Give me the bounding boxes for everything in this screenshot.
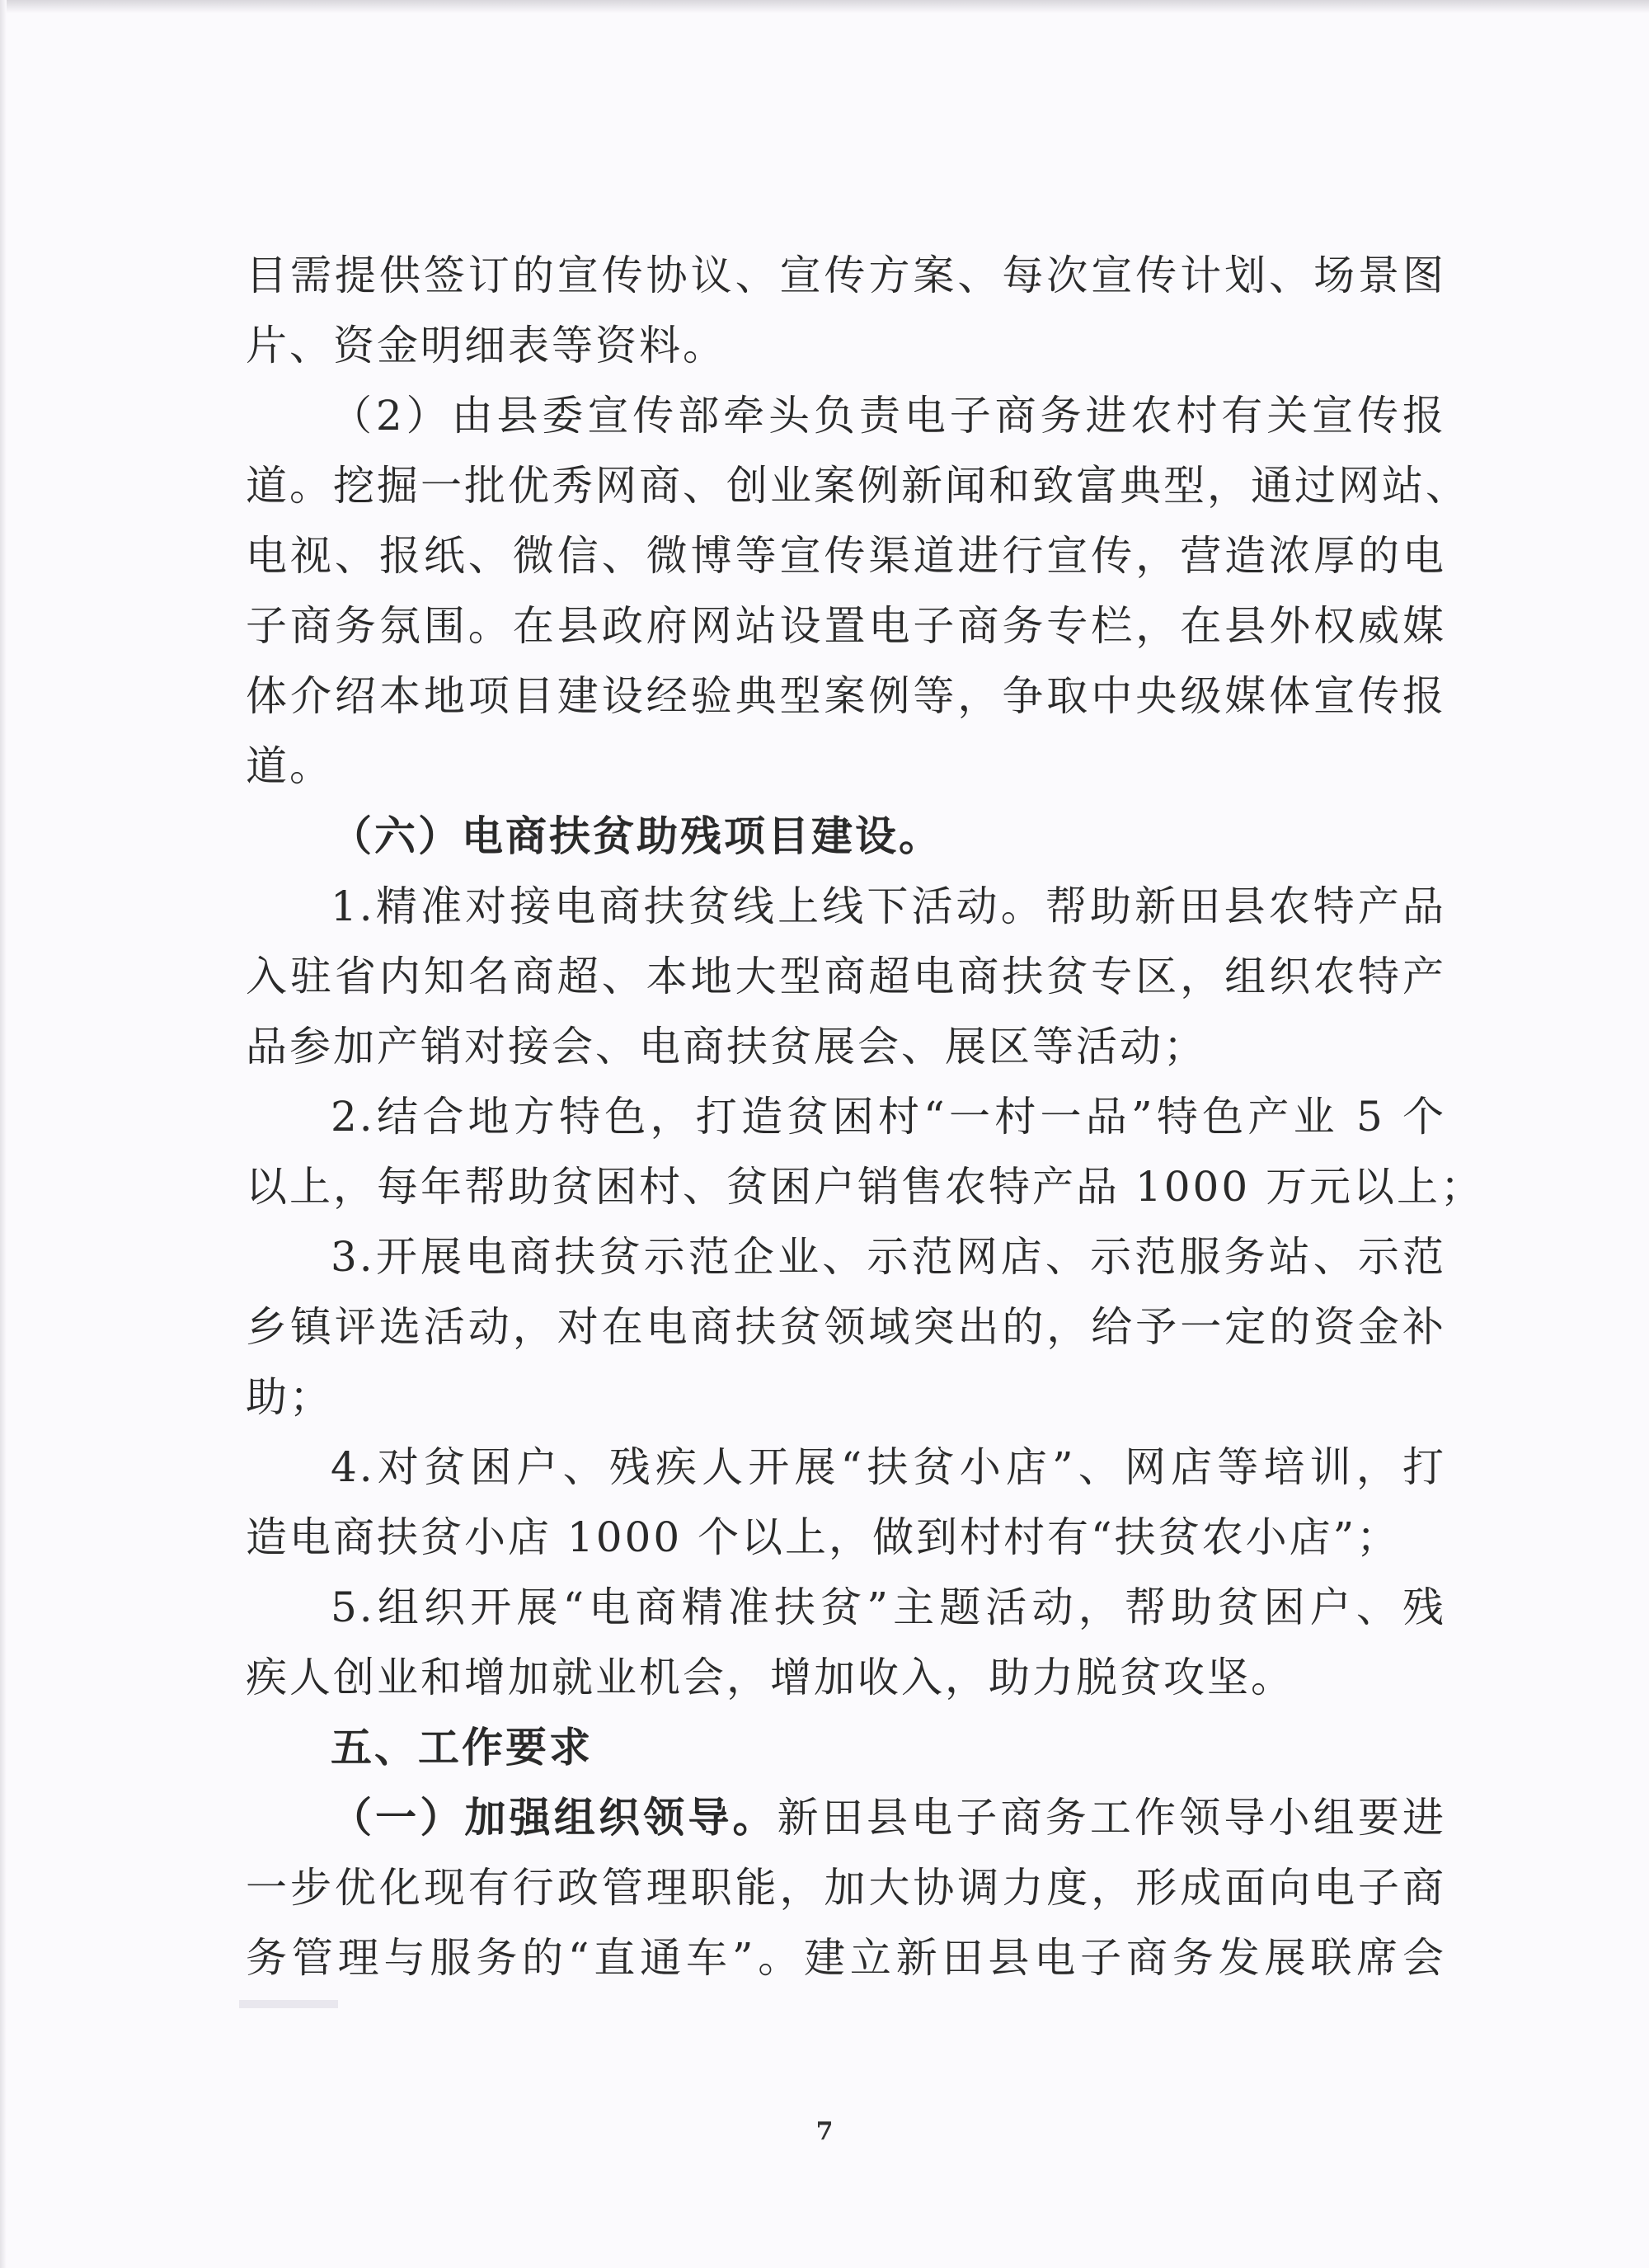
paragraph-heading: （一）加强组织领导。 — [331, 1794, 778, 1842]
body-line: 3.开展电商扶贫示范企业、示范网店、示范服务站、示范 — [331, 1233, 1446, 1281]
page-number: 7 — [815, 2117, 834, 2146]
scan-edge-left — [0, 0, 7, 2268]
scan-artifact — [239, 2000, 338, 2008]
body-line: 电视、报纸、微信、微博等宣传渠道进行宣传，营造浓厚的电 — [246, 532, 1446, 580]
body-line: 4.对贫困户、残疾人开展“扶贫小店”、网店等培训，打 — [331, 1443, 1446, 1491]
body-line: 以上，每年帮助贫困村、贫困户销售农特产品 1000 万元以上； — [246, 1163, 1485, 1211]
body-line: 助； — [246, 1373, 333, 1421]
body-line: 体介绍本地项目建设经验典型案例等，争取中央级媒体宣传报 — [246, 672, 1446, 720]
body-line: 片、资金明细表等资料。 — [246, 322, 726, 369]
body-line: 子商务氛围。在县政府网站设置电子商务专栏，在县外权威媒 — [246, 602, 1446, 650]
body-line: 造电商扶贫小店 1000 个以上，做到村村有“扶贫农小店”； — [246, 1513, 1401, 1561]
body-line: 乡镇评选活动，对在电商扶贫领域突出的，给予一定的资金补 — [246, 1303, 1446, 1351]
body-line: 入驻省内知名商超、本地大型商超电商扶贫专区，组织农特产 — [246, 953, 1446, 1000]
body-line: 1.精准对接电商扶贫线上线下活动。帮助新田县农特产品 — [331, 882, 1446, 930]
section-heading: （六）电商扶贫助残项目建设。 — [331, 812, 942, 860]
body-line — [246, 1783, 1446, 1853]
body-line: 2.结合地方特色，打造贫困村“一村一品”特色产业 5 个 — [331, 1093, 1446, 1141]
body-line: 5.组织开展“电商精准扶贫”主题活动，帮助贫困户、残 — [331, 1583, 1446, 1631]
body-line: 道。 — [246, 742, 333, 790]
body-line: 道。挖掘一批优秀网商、创业案例新闻和致富典型，通过网站、 — [246, 462, 1469, 510]
body-line: 一步优化现有行政管理职能，加大协调力度，形成面向电子商 — [246, 1864, 1446, 1912]
body-line: （2）由县委宣传部牵头负责电子商务进农村有关宣传报 — [331, 392, 1446, 440]
document-body — [246, 241, 1485, 1993]
paragraph-text: 新田县电子商务工作领导小组要进 — [777, 1794, 1447, 1842]
body-line: 务管理与服务的“直通车”。建立新田县电子商务发展联席会 — [246, 1934, 1446, 1982]
body-line: 品参加产销对接会、电商扶贫展会、展区等活动； — [246, 1023, 1207, 1070]
scan-edge-top — [0, 0, 1649, 13]
body-line: 疾人创业和增加就业机会，增加收入，助力脱贫攻坚。 — [246, 1654, 1294, 1701]
body-line: 目需提供签订的宣传协议、宣传方案、每次宣传计划、场景图 — [246, 252, 1446, 299]
chapter-heading: 五、工作要求 — [331, 1724, 593, 1772]
